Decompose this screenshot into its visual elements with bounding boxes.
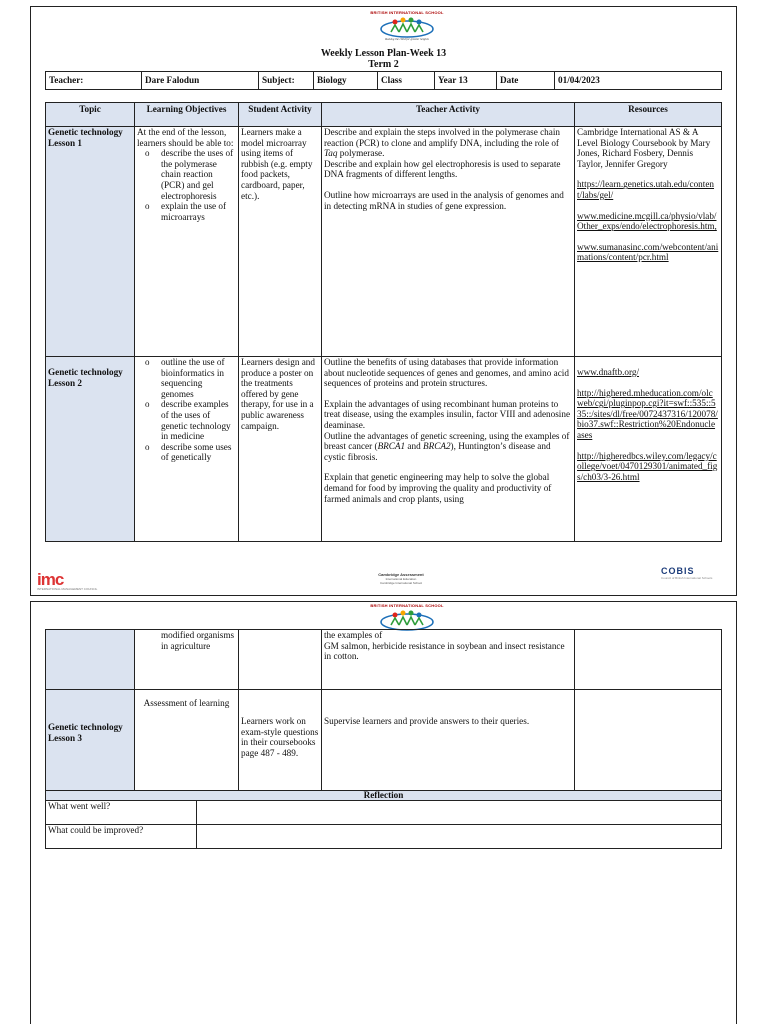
objective-item: o outline the use of bioinformatics in sequencing genomes	[161, 357, 236, 399]
teacher-paragraph: Describe and explain how gel electrophoresis is used to separate DNA fragments of different lengths.	[324, 158, 561, 180]
reflection-q-went-well: What went well?	[46, 801, 197, 825]
header-info-table	[45, 71, 722, 90]
school-logo	[369, 10, 445, 46]
student-activity-lesson-3: Learners work on exam-style questions in their coursebooks page 487 - 489.	[239, 690, 322, 791]
teacher-label: Teacher:	[46, 72, 142, 90]
teacher-activity-lesson-3: Supervise learners and provide answers to their queries.	[322, 690, 575, 791]
resource-link[interactable]: www.medicine.mcgill.ca/physio/vlab/Other_exps/endo/electrophoresis.htm,	[577, 210, 717, 232]
class-label: Class	[378, 72, 435, 90]
lesson-plan-title: Weekly Lesson Plan-Week 13	[320, 48, 447, 59]
teacher-paragraph: Explain the advantages of using recombinant human proteins to treat disease, using the examples insulin, factor VIII and adenosine deaminase.	[324, 398, 571, 430]
imc-logo: imc INTERNATIONAL MANAGEMENT COUNCIL	[37, 570, 98, 591]
school-logo-text: BRITISH INTERNATIONAL SCHOOL	[370, 10, 444, 15]
objectives-intro: At the end of the lesson, learners should be able to:	[137, 127, 234, 148]
objective-item: o explain the use of microarrays	[161, 201, 236, 222]
date-label: Date	[497, 72, 555, 90]
resource-link[interactable]: https://learn.genetics.utah.edu/content/labs/gel/	[577, 179, 715, 200]
reflection-a-went-well[interactable]	[197, 801, 722, 825]
teacher-activity-lesson-1: Describe and explain the steps involved in the polymerase chain reaction (PCR) to clone and amplify DNA, including the role of Taq polymerase. Describe and explain how gel electrophoresis is used to separate DNA fragments of different lengths. Outline how microarrays are used in the analysis of genomes and in detecting mRNA in studies of gene expression.	[322, 127, 575, 357]
objective-item: o describe the uses of the polymerase chain reaction (PCR) and gel electrophoresis	[161, 148, 236, 201]
teacher-paragraph: Outline the advantages of genetic screening, using the examples of breast cancer (BRCA1 and BRCA2), Huntington’s disease and cystic fibrosis.	[324, 430, 570, 462]
resource-book: Cambridge International AS & A Level Biology Coursebook by Mary Jones, Richard Fosbery, Dennis Taylor, Jennifer Gregory	[577, 127, 711, 169]
objectives-lesson-1	[135, 127, 239, 357]
resource-link[interactable]: www.dnaftb.org/	[577, 367, 640, 377]
date-value: 01/04/2023	[555, 72, 722, 90]
objective-item: o describe some uses of genetically	[161, 442, 236, 463]
teacher-paragraph: GM salmon, herbicide resistance in soybean and insect resistance in cotton.	[324, 640, 565, 662]
resources-lesson-1	[575, 127, 722, 357]
lesson-plan-table	[45, 102, 722, 542]
teacher-paragraph: Outline the benefits of using databases that provide information about nucleotide sequences of genes and genomes, and amino acid sequences of proteins and protein structures.	[324, 357, 569, 389]
topic-lesson-2: Genetic technology Lesson 2	[46, 357, 135, 542]
term-label: Term 2	[368, 59, 399, 70]
page-1	[30, 6, 737, 596]
topic-lesson-1: Genetic technology Lesson 1	[46, 127, 135, 357]
teacher-name: Dare Falodun	[142, 72, 259, 90]
col-topic: Topic	[46, 103, 135, 127]
table-row-lesson-2	[46, 357, 722, 542]
teacher-activity-lesson-2	[322, 357, 575, 542]
topic-lesson-3: Genetic technology Lesson 3	[46, 690, 135, 791]
class-value: Year 13	[435, 72, 497, 90]
teacher-paragraph: the examples of	[324, 630, 383, 640]
resource-link[interactable]: http://highered.mheducation.com/olcweb/cgi/pluginpop.cgi?it=swf::535::535::/sites/dl/free/0072437316/120078/bio37.swf::Restriction%20Endonucleases	[577, 387, 718, 440]
objectives-lesson-3: Assessment of learning	[135, 690, 239, 791]
resource-link[interactable]: www.sumanasinc.com/webcontent/animations/content/pcr.html	[577, 241, 719, 263]
teacher-paragraph: Explain that genetic engineering may help to solve the global demand for food by improving the quality and productivity of farmed animals and crop plants, using	[324, 472, 552, 504]
objectives-lesson-2	[135, 357, 239, 542]
student-activity-lesson-1: Learners make a model microarray using items of rubbish (e.g. empty food packets, cardboard, paper, etc.).	[239, 127, 322, 357]
objective-item: modified organisms in agriculture	[161, 630, 235, 651]
subject-label: Subject:	[259, 72, 314, 90]
resource-link[interactable]: http://higheredbcs.wiley.com/legacy/college/voet/0470129301/animated_figs/ch03/3-26.html	[577, 450, 718, 482]
col-student-activity: Student Activity	[239, 103, 322, 127]
school-tagline: Raising the child for greater heights	[385, 37, 429, 41]
col-learning-objectives: Learning Objectives	[135, 103, 239, 127]
lesson-plan-table-continued	[45, 629, 722, 791]
reflection-q-improve: What could be improved?	[46, 825, 197, 849]
teacher-paragraph: Outline how microarrays are used in the analysis of genomes and in detecting mRNA in studies of gene expression.	[324, 189, 564, 211]
cobis-logo: COBIS Council of British International Schools	[661, 566, 713, 580]
table-row-lesson-2-cont	[46, 630, 722, 690]
resources-lesson-2	[575, 357, 722, 542]
subject-value: Biology	[314, 72, 378, 90]
reflection-a-improve[interactable]	[197, 825, 722, 849]
objective-item: o describe examples of the uses of genetic technology in medicine	[161, 399, 236, 441]
school-logo: BRITISH INTERNATIONAL SCHOOL	[369, 603, 445, 639]
page-2	[30, 601, 737, 1024]
col-resources: Resources	[575, 103, 722, 127]
table-row-lesson-1	[46, 127, 722, 357]
col-teacher-activity: Teacher Activity	[322, 103, 575, 127]
reflection-title: Reflection	[46, 791, 722, 801]
table-row-lesson-3	[46, 690, 722, 791]
student-activity-lesson-2: Learners design and produce a poster on the treatments offered by gene therapy, for use in a public awareness campaign.	[239, 357, 322, 542]
cambridge-logo: Cambridge Assessment International Education Cambridge International School	[378, 572, 424, 585]
reflection-table	[45, 790, 722, 849]
